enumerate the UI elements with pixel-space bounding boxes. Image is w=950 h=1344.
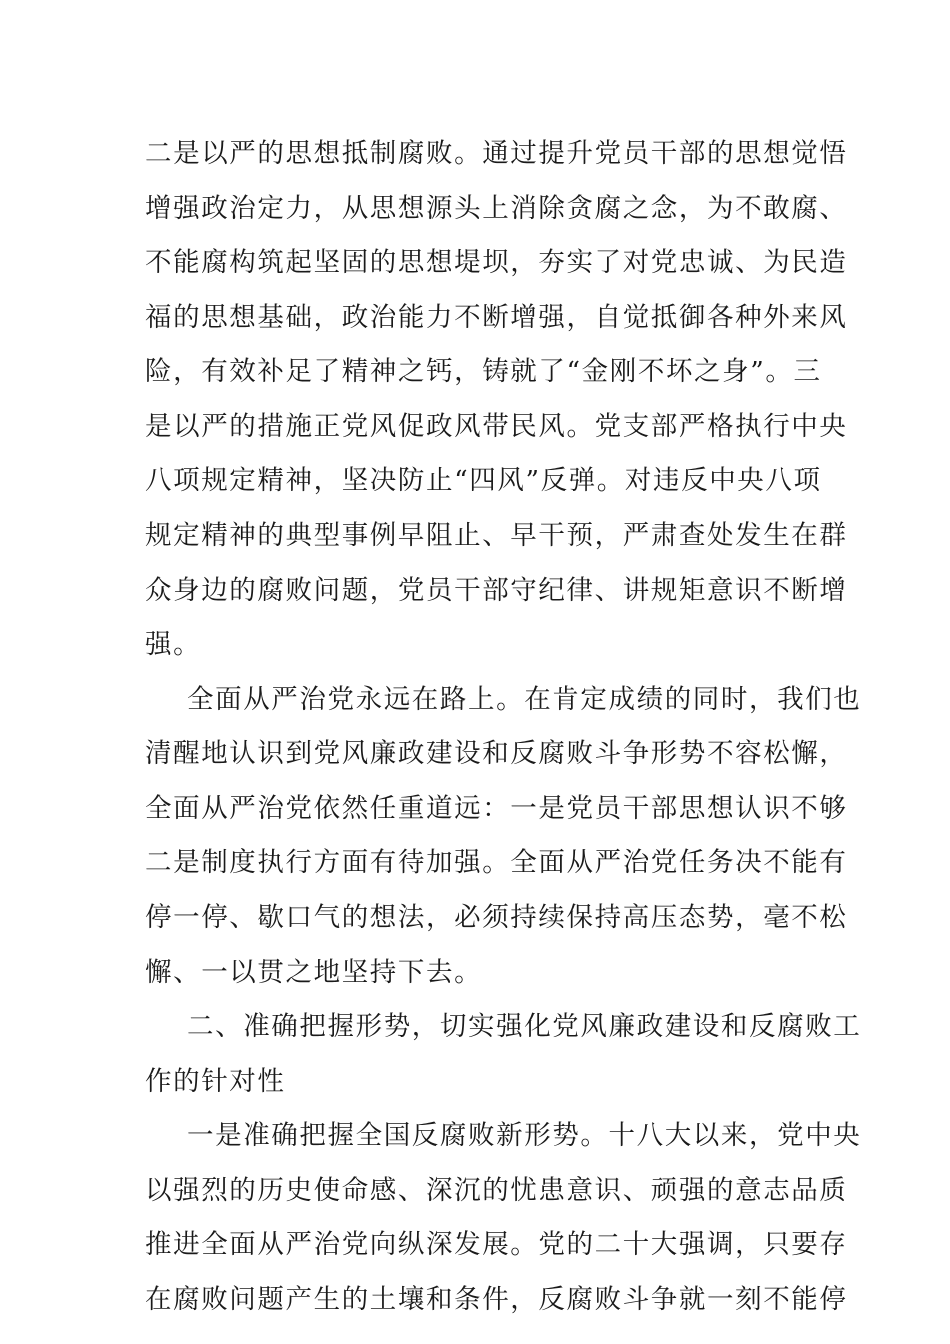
text-line: 险，有效补足了精神之钙，铸就了“金刚不坏之身”。三 [145,356,822,387]
text-line: 全面从严治党依然任重道远：一是党员干部思想认识不够 [145,793,848,824]
section-heading-continued: 作的针对性 [145,1066,286,1097]
text-line: 八项规定精神，坚决防止“四风”反弹。对违反中央八项 [145,465,822,496]
text-line: 众身边的腐败问题，党员干部守纪律、讲规矩意识不断增 [145,575,848,606]
text-line: 推进全面从严治党向纵深发展。党的二十大强调，只要存 [145,1229,848,1260]
text-line: 强。 [145,629,202,660]
text-line: 福的思想基础，政治能力不断增强，自觉抵御各种外来风 [145,302,848,333]
section-heading: 二、准确把握形势，切实强化党风廉政建设和反腐败工 [187,1011,862,1042]
text-line: 在腐败问题产生的土壤和条件，反腐败斗争就一刻不能停 [145,1284,848,1315]
text-line: 以强烈的历史使命感、深沉的忧患意识、顽强的意志品质 [145,1175,848,1206]
text-line: 停一停、歇口气的想法，必须持续保持高压态势，毫不松 [145,902,848,933]
paragraph-first-line: 全面从严治党永远在路上。在肯定成绩的同时，我们也 [187,684,862,715]
text-line: 规定精神的典型事例早阻止、早干预，严肃查处发生在群 [145,520,848,551]
text-line: 懈、一以贯之地坚持下去。 [145,957,483,988]
text-line: 是以严的措施正党风促政风带民风。党支部严格执行中央 [145,411,848,442]
text-line: 二是制度执行方面有待加强。全面从严治党任务决不能有 [145,847,848,878]
paragraph-first-line: 一是准确把握全国反腐败新形势。十八大以来，党中央 [187,1120,862,1151]
text-line: 增强政治定力，从思想源头上消除贪腐之念，为不敢腐、 [145,193,848,224]
text-line: 二是以严的思想抵制腐败。通过提升党员干部的思想觉悟 [145,138,848,169]
text-line: 不能腐构筑起坚固的思想堤坝，夯实了对党忠诚、为民造 [145,247,848,278]
text-line: 清醒地认识到党风廉政建设和反腐败斗争形势不容松懈， [145,738,848,769]
